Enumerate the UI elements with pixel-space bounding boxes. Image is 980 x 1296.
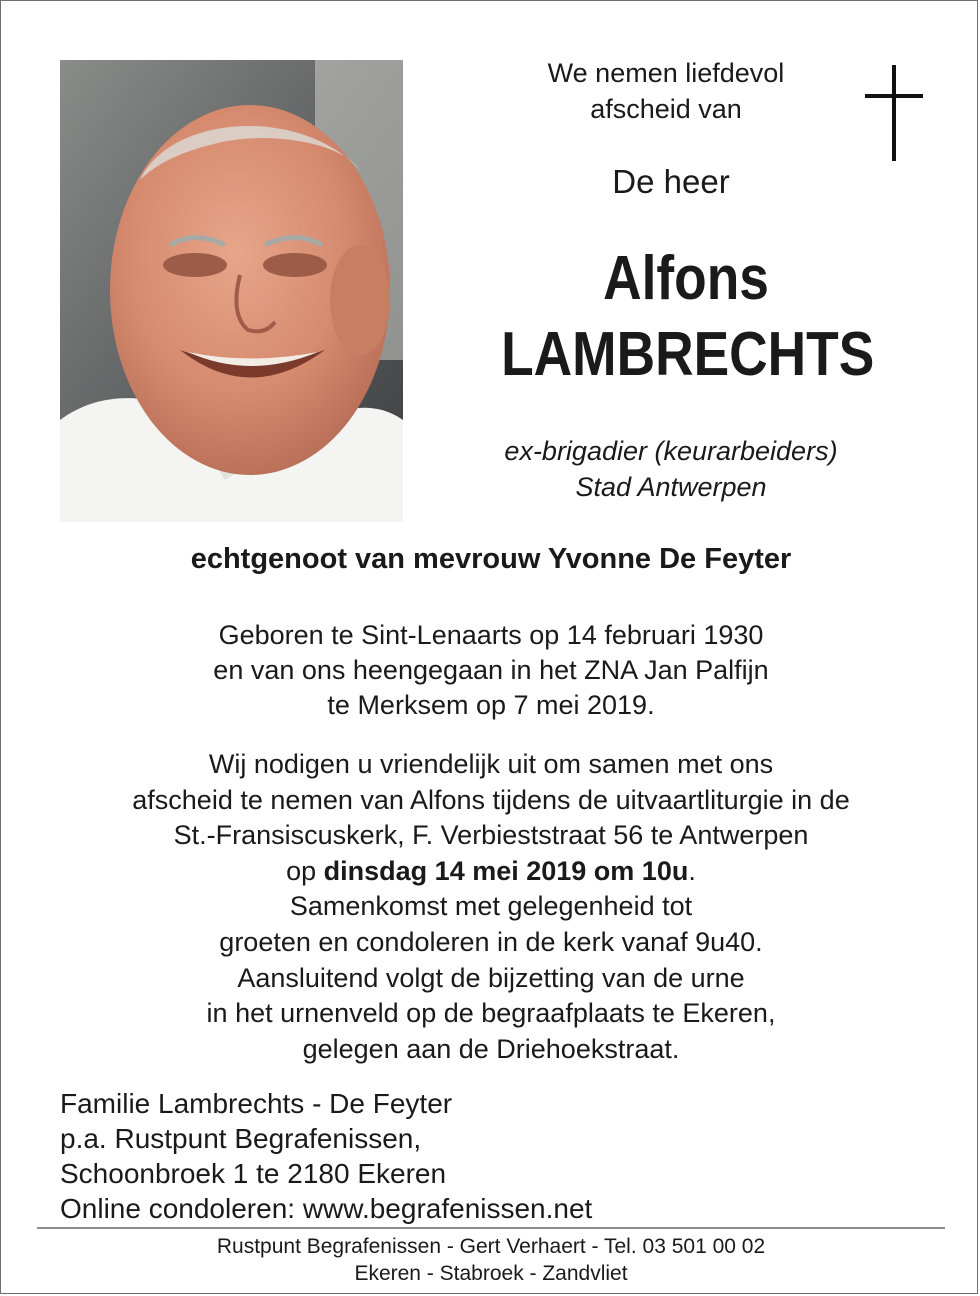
birth-line-1: Geboren te Sint-Lenaarts op 14 februari 1930	[218, 620, 764, 650]
intro-text	[481, 55, 851, 127]
invitation-line-7: Aansluitend volgt de bijzetting van de urne	[237, 962, 745, 993]
family-care-of: p.a. Rustpunt Begrafenissen,	[60, 1123, 422, 1154]
funeral-date: dinsdag 14 mei 2019 om 10u	[323, 855, 689, 886]
occupation	[461, 433, 881, 505]
invitation-line-4	[21, 854, 961, 890]
cross-icon	[865, 65, 923, 161]
family-name: Familie Lambrechts - De Feyter	[60, 1088, 453, 1119]
invitation-line-9: gelegen aan de Driehoekstraat.	[302, 1033, 680, 1064]
birth-death-paragraph	[41, 618, 941, 723]
footer-line-1: Rustpunt Begrafenissen - Gert Verhaert - Tel. 03 501 00 02	[216, 1235, 766, 1258]
online-condolence-link[interactable]: Online condoleren: www.begrafenissen.net	[60, 1193, 593, 1224]
family-contact	[60, 1086, 592, 1226]
funeral-home-footer	[141, 1233, 841, 1287]
family-address: Schoonbroek 1 te 2180 Ekeren	[60, 1158, 447, 1189]
invitation-line-2: afscheid te nemen van Alfons tijdens de uitvaartliturgie in de	[132, 784, 850, 815]
portrait-photo	[60, 60, 403, 522]
deceased-last-name: LAMBRECHTS	[501, 320, 875, 389]
invitation-line-5: Samenkomst met gelegenheid tot	[289, 891, 693, 922]
invitation-paragraph	[21, 747, 961, 1067]
invitation-line-3: St.-Fransiscuskerk, F. Verbieststraat 56 te Antwerpen	[173, 820, 809, 851]
footer-divider	[37, 1227, 945, 1229]
occupation-line-2: Stad Antwerpen	[575, 472, 767, 502]
footer-line-2: Ekeren - Stabroek - Zandvliet	[354, 1262, 628, 1285]
honorific: De heer	[612, 163, 730, 200]
spouse-line: echtgenoot van mevrouw Yvonne De Feyter	[190, 543, 792, 575]
invitation-line-6: groeten en condoleren in de kerk vanaf 9u40.	[219, 926, 763, 957]
invitation-line-4-prefix: op	[286, 855, 324, 886]
invitation-line-4-suffix: .	[688, 855, 696, 886]
intro-line-1: We nemen liefdevol	[547, 58, 785, 88]
invitation-line-1: Wij nodigen u vriendelijk uit om samen met ons	[208, 749, 774, 779]
invitation-line-8: in het urnenveld op de begraafplaats te Ekeren,	[206, 998, 776, 1029]
intro-line-2: afscheid van	[590, 94, 742, 124]
occupation-line-1: ex-brigadier (keurarbeiders)	[504, 436, 838, 466]
deceased-first-name: Alfons	[603, 244, 769, 313]
birth-line-2: en van ons heengegaan in het ZNA Jan Palfijn	[213, 655, 769, 685]
birth-line-3: te Merksem op 7 mei 2019.	[327, 690, 655, 720]
